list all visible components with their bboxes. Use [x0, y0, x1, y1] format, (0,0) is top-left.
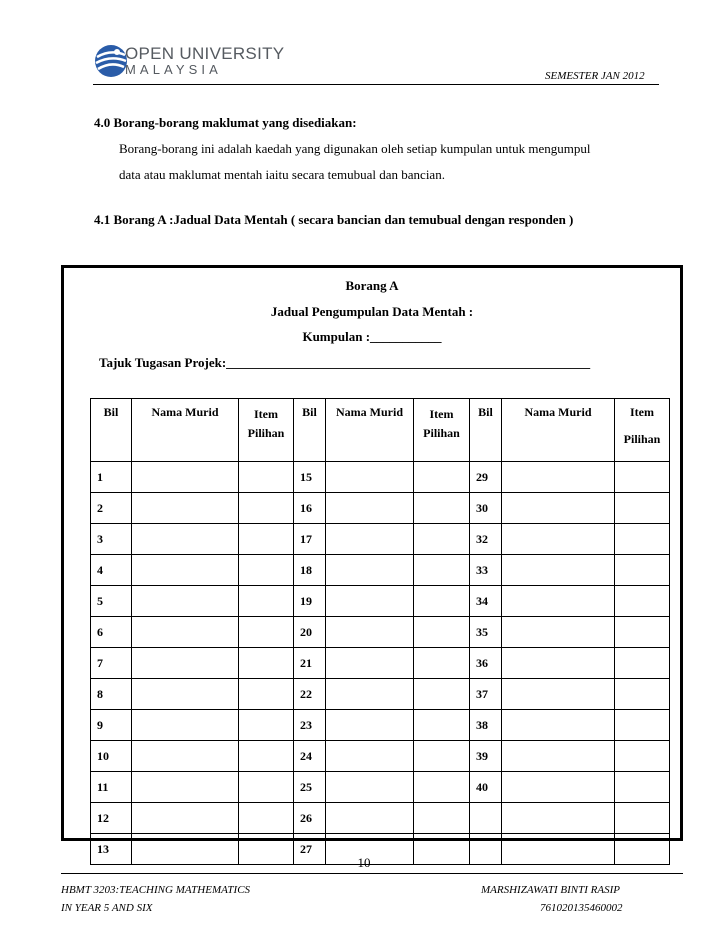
item-choice-cell[interactable]: [414, 803, 470, 834]
row-number-cell: 4: [91, 555, 132, 586]
student-name-cell[interactable]: [132, 741, 239, 772]
item-choice-cell[interactable]: [239, 586, 294, 617]
item-choice-cell[interactable]: [615, 524, 670, 555]
row-number-cell: 13: [91, 834, 132, 865]
student-name-cell[interactable]: [502, 772, 615, 803]
col-header-item-pilihan-2: [414, 399, 470, 462]
student-name-cell[interactable]: [132, 524, 239, 555]
item-choice-cell[interactable]: [414, 586, 470, 617]
item-choice-cell[interactable]: [414, 617, 470, 648]
item-choice-cell[interactable]: [239, 617, 294, 648]
footer-divider: [61, 873, 683, 874]
item-choice-cell[interactable]: [414, 524, 470, 555]
col-header-pilihan-label: Pilihan: [423, 426, 460, 440]
row-number-cell: 30: [470, 493, 502, 524]
row-number-cell: 23: [294, 710, 326, 741]
student-name-cell[interactable]: [502, 524, 615, 555]
row-number-cell: 27: [294, 834, 326, 865]
item-choice-cell[interactable]: [414, 710, 470, 741]
student-name-cell[interactable]: [132, 493, 239, 524]
form-title: Borang A: [345, 278, 399, 293]
item-choice-cell[interactable]: [615, 648, 670, 679]
table-row: [91, 741, 670, 772]
footer-author-name: MARSHIZAWATI BINTI RASIP: [481, 884, 620, 896]
item-choice-cell[interactable]: [615, 586, 670, 617]
student-name-cell[interactable]: [326, 493, 414, 524]
student-name-cell[interactable]: [132, 586, 239, 617]
row-number-cell: [470, 803, 502, 834]
item-choice-cell[interactable]: [239, 648, 294, 679]
student-name-cell[interactable]: [502, 710, 615, 741]
logo-text-line2: MALAYSIA: [125, 62, 222, 77]
item-choice-cell[interactable]: [239, 710, 294, 741]
student-name-cell[interactable]: [502, 648, 615, 679]
student-name-cell[interactable]: [132, 803, 239, 834]
col-header-item-label: Item: [429, 407, 454, 421]
item-choice-cell[interactable]: [615, 741, 670, 772]
footer-course-line2: IN YEAR 5 AND SIX: [61, 902, 153, 914]
form-subtitle: Jadual Pengumpulan Data Mentah :: [270, 304, 474, 319]
item-choice-cell[interactable]: [414, 462, 470, 493]
table-row: [91, 586, 670, 617]
student-name-cell[interactable]: [326, 648, 414, 679]
col-header-item-label: Item: [630, 405, 654, 419]
row-number-cell: 9: [91, 710, 132, 741]
student-name-cell[interactable]: [132, 462, 239, 493]
row-number-cell: 15: [294, 462, 326, 493]
row-number-cell: 17: [294, 524, 326, 555]
row-number-cell: 35: [470, 617, 502, 648]
student-name-cell[interactable]: [132, 617, 239, 648]
student-name-cell[interactable]: [502, 586, 615, 617]
student-name-cell[interactable]: [502, 462, 615, 493]
col-header-bil-1: Bil: [91, 399, 132, 462]
row-number-cell: 19: [294, 586, 326, 617]
table-row: [91, 679, 670, 710]
col-header-item-pilihan-3: [615, 399, 670, 462]
table-row: [91, 710, 670, 741]
item-choice-cell[interactable]: [239, 772, 294, 803]
row-number-cell: 22: [294, 679, 326, 710]
col-header-item-label: Item: [254, 407, 278, 421]
row-number-cell: 37: [470, 679, 502, 710]
item-choice-cell[interactable]: [239, 524, 294, 555]
student-name-cell[interactable]: [326, 524, 414, 555]
student-name-cell[interactable]: [132, 710, 239, 741]
footer-author-id: 761020135460002: [540, 902, 623, 914]
row-number-cell: 1: [91, 462, 132, 493]
table-row: [91, 648, 670, 679]
section-4-1-heading: 4.1 Borang A :Jadual Data Mentah ( secara bancian dan temubual dengan responden ): [94, 212, 574, 227]
row-number-cell: 34: [470, 586, 502, 617]
item-choice-cell[interactable]: [615, 772, 670, 803]
table-row: [91, 524, 670, 555]
row-number-cell: 32: [470, 524, 502, 555]
student-name-cell[interactable]: [326, 803, 414, 834]
student-name-cell[interactable]: [502, 803, 615, 834]
row-number-cell: 7: [91, 648, 132, 679]
student-name-cell[interactable]: [326, 586, 414, 617]
university-logo: [93, 43, 293, 79]
header-divider: [93, 84, 659, 85]
row-number-cell: 33: [470, 555, 502, 586]
row-number-cell: 6: [91, 617, 132, 648]
row-number-cell: 20: [294, 617, 326, 648]
row-number-cell: 18: [294, 555, 326, 586]
row-number-cell: 26: [294, 803, 326, 834]
student-name-cell[interactable]: [326, 462, 414, 493]
item-choice-cell[interactable]: [615, 617, 670, 648]
table-row: [91, 617, 670, 648]
page-number: 10: [357, 855, 371, 870]
table-row: [91, 803, 670, 834]
item-choice-cell[interactable]: [414, 648, 470, 679]
item-choice-cell[interactable]: [414, 772, 470, 803]
item-choice-cell[interactable]: [239, 679, 294, 710]
student-name-cell[interactable]: [132, 648, 239, 679]
item-choice-cell[interactable]: [615, 493, 670, 524]
item-choice-cell[interactable]: [615, 710, 670, 741]
row-number-cell: 38: [470, 710, 502, 741]
student-name-cell[interactable]: [502, 679, 615, 710]
item-choice-cell[interactable]: [239, 803, 294, 834]
section-4-0-line2: data atau maklumat mentah iaitu secara temubual dan bancian.: [119, 167, 445, 182]
form-project-title-line: Tajuk Tugasan Projek:________________________________________________________: [99, 355, 591, 370]
col-header-bil-2: Bil: [294, 399, 326, 462]
student-name-cell[interactable]: [326, 679, 414, 710]
col-header-nama-murid-3: Nama Murid: [502, 399, 615, 462]
semester-label: SEMESTER JAN 2012: [545, 70, 645, 82]
item-choice-cell[interactable]: [615, 555, 670, 586]
row-number-cell: 24: [294, 741, 326, 772]
student-name-cell[interactable]: [326, 555, 414, 586]
student-name-cell[interactable]: [502, 741, 615, 772]
row-number-cell: 2: [91, 493, 132, 524]
col-header-pilihan-label: Pilihan: [623, 432, 661, 446]
item-choice-cell[interactable]: [414, 555, 470, 586]
logo-text-line1: OPEN UNIVERSITY: [125, 44, 285, 63]
row-number-cell: 11: [91, 772, 132, 803]
globe-icon: [93, 43, 129, 79]
row-number-cell: 29: [470, 462, 502, 493]
row-number-cell: 3: [91, 524, 132, 555]
section-4-0-line1: Borang-borang ini adalah kaedah yang digunakan oleh setiap kumpulan untuk mengumpul: [119, 141, 591, 156]
student-name-cell[interactable]: [132, 679, 239, 710]
item-choice-cell[interactable]: [615, 462, 670, 493]
table-row: [91, 555, 670, 586]
student-name-cell[interactable]: [132, 555, 239, 586]
section-4-0-heading: 4.0 Borang-borang maklumat yang disediakan:: [94, 115, 357, 130]
row-number-cell: 10: [91, 741, 132, 772]
footer-course-line1: HBMT 3203:TEACHING MATHEMATICS: [61, 884, 251, 896]
borang-a-form: [61, 265, 683, 856]
form-group-line: Kumpulan :___________: [302, 329, 442, 344]
row-number-cell: 8: [91, 679, 132, 710]
item-choice-cell[interactable]: [414, 741, 470, 772]
raw-data-table: [90, 398, 670, 865]
student-name-cell[interactable]: [502, 617, 615, 648]
item-choice-cell[interactable]: [615, 803, 670, 834]
row-number-cell: 39: [470, 741, 502, 772]
student-name-cell[interactable]: [132, 772, 239, 803]
item-choice-cell[interactable]: [239, 555, 294, 586]
table-row: [91, 493, 670, 524]
item-choice-cell[interactable]: [239, 741, 294, 772]
col-header-bil-3: Bil: [470, 399, 502, 462]
row-number-cell: 40: [470, 772, 502, 803]
item-choice-cell[interactable]: [239, 493, 294, 524]
col-header-item-pilihan-1: [239, 399, 294, 462]
item-choice-cell[interactable]: [239, 462, 294, 493]
item-choice-cell[interactable]: [414, 679, 470, 710]
student-name-cell[interactable]: [326, 772, 414, 803]
student-name-cell[interactable]: [326, 741, 414, 772]
col-header-nama-murid-2: Nama Murid: [326, 399, 414, 462]
table-row: [91, 772, 670, 803]
row-number-cell: 16: [294, 493, 326, 524]
col-header-pilihan-label: Pilihan: [247, 426, 285, 440]
student-name-cell[interactable]: [326, 710, 414, 741]
row-number-cell: 25: [294, 772, 326, 803]
table-body: [91, 462, 670, 865]
row-number-cell: 5: [91, 586, 132, 617]
row-number-cell: 21: [294, 648, 326, 679]
item-choice-cell[interactable]: [615, 679, 670, 710]
row-number-cell: 36: [470, 648, 502, 679]
table-header-row: [91, 399, 670, 462]
student-name-cell[interactable]: [326, 617, 414, 648]
table-row: [91, 462, 670, 493]
row-number-cell: 12: [91, 803, 132, 834]
student-name-cell[interactable]: [502, 555, 615, 586]
item-choice-cell[interactable]: [414, 493, 470, 524]
student-name-cell[interactable]: [502, 493, 615, 524]
col-header-nama-murid-1: Nama Murid: [132, 399, 239, 462]
